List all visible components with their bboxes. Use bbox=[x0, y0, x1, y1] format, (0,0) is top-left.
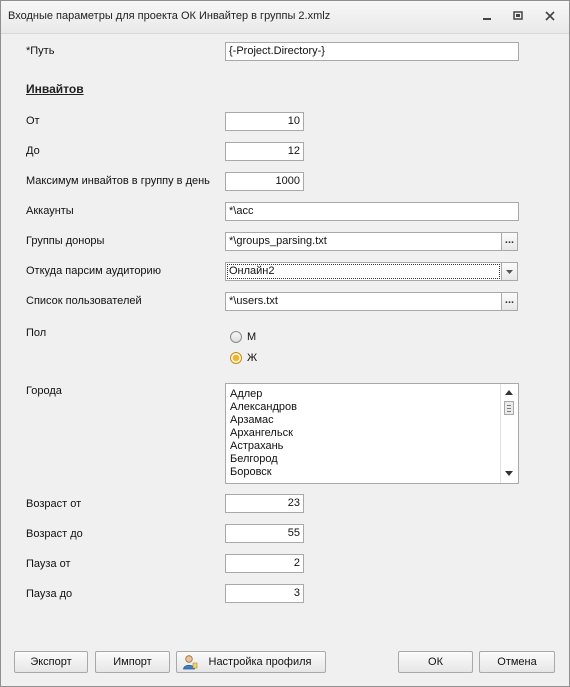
donor-groups-browse-button[interactable]: ... bbox=[501, 232, 518, 251]
window-title: Входные параметры для проекта ОК Инвайтер в группы 2.xmlz bbox=[8, 10, 331, 22]
list-item[interactable]: Белгород bbox=[230, 453, 278, 465]
cancel-button[interactable]: Отмена bbox=[479, 651, 555, 673]
scroll-down-icon[interactable] bbox=[504, 470, 514, 478]
pause-to-label: Пауза до bbox=[26, 588, 73, 600]
cities-listbox[interactable] bbox=[225, 383, 519, 484]
audience-source-label: Откуда парсим аудиторию bbox=[26, 265, 161, 277]
max-invites-label: Максимум инвайтов в группу в день bbox=[26, 175, 210, 187]
path-label: *Путь bbox=[26, 45, 55, 57]
users-list-input[interactable]: *\users.txt bbox=[225, 292, 502, 311]
scrollbar-thumb[interactable] bbox=[504, 401, 514, 415]
export-button[interactable]: Экспорт bbox=[14, 651, 88, 673]
to-input[interactable]: 12 bbox=[225, 142, 304, 161]
scroll-up-icon[interactable] bbox=[504, 388, 514, 396]
title-bar[interactable] bbox=[1, 1, 569, 34]
list-item[interactable]: Архангельск bbox=[230, 427, 293, 439]
list-item[interactable]: Боровск bbox=[230, 466, 272, 478]
ok-button[interactable]: ОК bbox=[398, 651, 473, 673]
profile-settings-button[interactable] bbox=[176, 651, 326, 673]
accounts-input[interactable]: *\acc bbox=[225, 202, 519, 221]
list-item[interactable]: Арзамас bbox=[230, 414, 274, 426]
max-invites-input[interactable]: 1000 bbox=[225, 172, 304, 191]
donor-groups-label: Группы доноры bbox=[26, 235, 105, 247]
profile-settings-label: Настройка профиля bbox=[208, 656, 312, 668]
maximize-icon[interactable] bbox=[508, 9, 528, 25]
gender-option-f-label[interactable]: Ж bbox=[247, 352, 258, 364]
list-item[interactable]: Астрахань bbox=[230, 440, 284, 452]
user-profile-icon bbox=[182, 654, 198, 677]
gender-radio-m[interactable] bbox=[230, 331, 242, 343]
to-label: До bbox=[26, 145, 40, 157]
users-list-label: Список пользователей bbox=[26, 295, 142, 307]
accounts-label: Аккаунты bbox=[26, 205, 74, 217]
donor-groups-input[interactable]: *\groups_parsing.txt bbox=[225, 232, 502, 251]
from-input[interactable]: 10 bbox=[225, 112, 304, 131]
age-to-label: Возраст до bbox=[26, 528, 83, 540]
path-input[interactable]: {-Project.Directory-} bbox=[225, 42, 519, 61]
users-list-browse-button[interactable]: ... bbox=[501, 292, 518, 311]
age-from-label: Возраст от bbox=[26, 498, 82, 510]
list-item[interactable]: Адлер bbox=[230, 388, 263, 400]
section-invites-heading: Инвайтов bbox=[26, 82, 84, 96]
pause-from-input[interactable]: 2 bbox=[225, 554, 304, 573]
pause-to-input[interactable]: 3 bbox=[225, 584, 304, 603]
gender-option-m-label[interactable]: М bbox=[247, 331, 257, 343]
audience-source-dropdown-button[interactable] bbox=[501, 262, 518, 281]
gender-label: Пол bbox=[26, 327, 47, 339]
from-label: От bbox=[26, 115, 40, 127]
chevron-down-icon bbox=[502, 263, 517, 280]
pause-from-label: Пауза от bbox=[26, 558, 71, 570]
age-from-input[interactable]: 23 bbox=[225, 494, 304, 513]
list-item[interactable]: Александров bbox=[230, 401, 297, 413]
minimize-icon[interactable] bbox=[477, 9, 497, 25]
import-button[interactable]: Импорт bbox=[95, 651, 170, 673]
cities-label: Города bbox=[26, 385, 62, 397]
close-icon[interactable] bbox=[540, 9, 560, 25]
cities-scrollbar[interactable] bbox=[500, 384, 518, 483]
age-to-input[interactable]: 55 bbox=[225, 524, 304, 543]
audience-source-select[interactable]: Онлайн2 bbox=[225, 262, 502, 281]
gender-radio-f[interactable] bbox=[230, 352, 242, 364]
